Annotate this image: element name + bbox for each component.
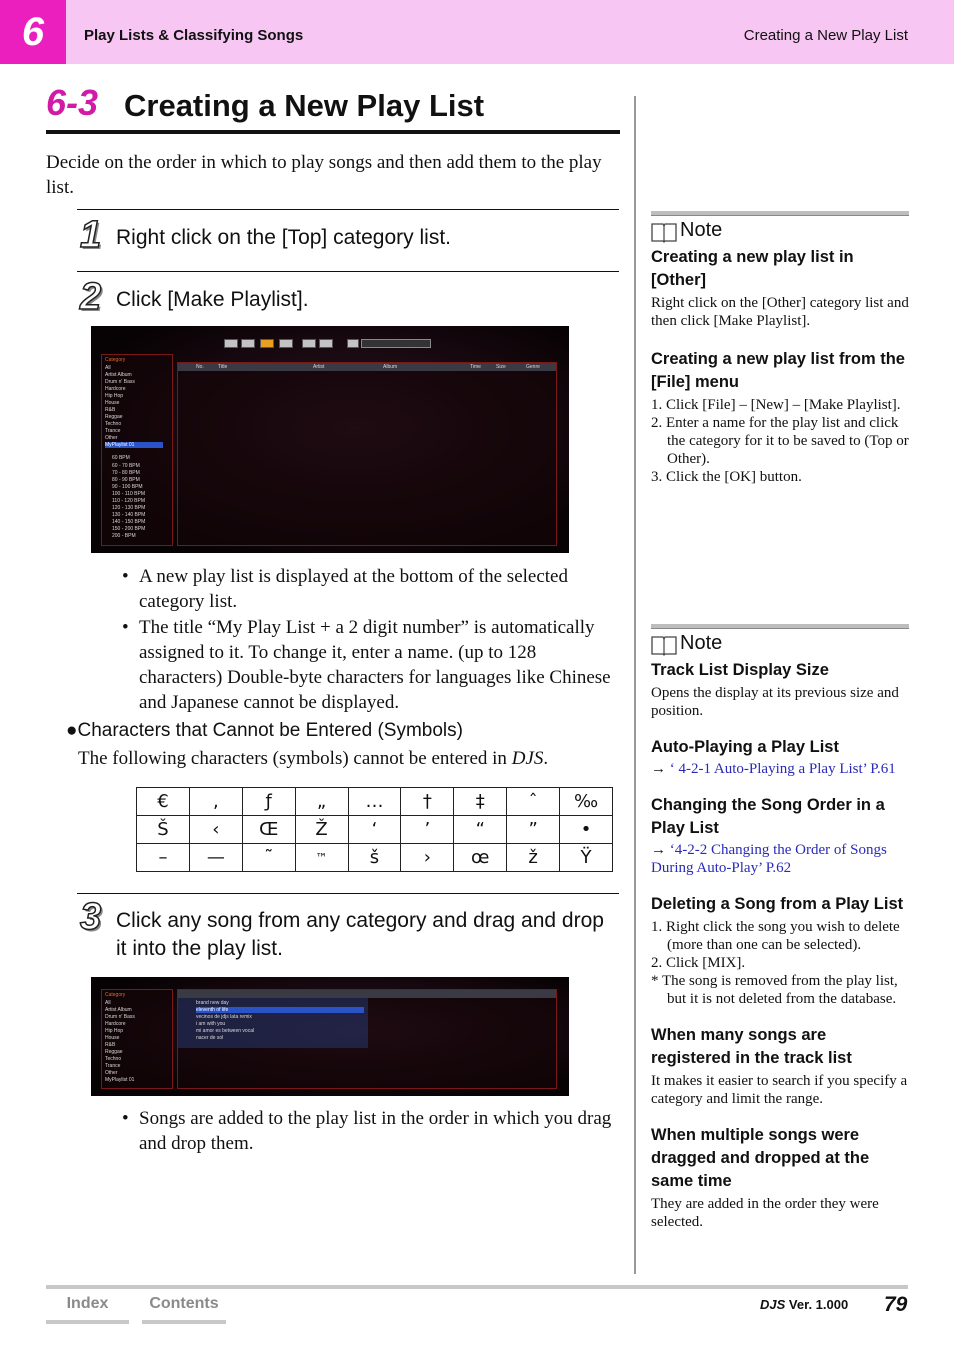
note-link[interactable]	[651, 841, 909, 877]
symbols-heading-text: Characters that Cannot be Entered (Symbols)	[77, 720, 463, 741]
symbol-cell: ƒ	[242, 788, 295, 816]
category-item: Other	[105, 435, 118, 441]
note-heading: Track List Display Size	[651, 661, 829, 679]
bpm-item: 90 - 100 BPM	[112, 484, 143, 490]
arrow-icon: →	[651, 842, 666, 858]
next-icon	[319, 339, 333, 348]
note-body: It makes it easier to search if you specify a category and limit the range.	[651, 1073, 908, 1107]
track-list-panel	[177, 989, 557, 1089]
category-item: MyPlaylist 01	[105, 1077, 135, 1083]
step-1-number: 1	[80, 214, 102, 256]
category-item-new-playlist: MyPlaylist 01	[105, 442, 163, 448]
category-item: Hip Hop	[105, 1028, 124, 1034]
category-panel	[101, 354, 173, 546]
category-item: R&B	[105, 1042, 116, 1048]
column-header: Artist	[313, 364, 325, 370]
category-item: Trance	[105, 428, 121, 434]
note-heading: When many songs are registered in the track list	[651, 1026, 852, 1067]
column-divider	[634, 96, 636, 1274]
note-heading: When multiple songs were dragged and dropped at the same time	[651, 1126, 870, 1190]
category-item: All	[105, 365, 111, 371]
version-number: Ver. 1.000	[788, 1297, 849, 1312]
symbol-cell: †	[401, 788, 454, 816]
bpm-item: 140 - 150 BPM	[112, 519, 146, 525]
chapter-number: 6	[0, 0, 66, 64]
table-row	[137, 816, 613, 844]
step-2-number: 2	[80, 276, 102, 318]
link-changing-order[interactable]: ‘4-2-2 Changing the Order of Songs During Auto-Play’ P.62	[651, 842, 887, 876]
symbols-table	[136, 787, 613, 872]
page-number: 79	[884, 1293, 908, 1316]
symbol-cell: •	[560, 816, 613, 844]
song-row: nacer de sol	[196, 1035, 224, 1041]
column-header: Album	[383, 364, 398, 370]
column-header: No.	[196, 364, 204, 370]
step-2-text: Click [Make Playlist].	[116, 288, 309, 311]
symbols-description	[78, 748, 548, 770]
category-item: Techno	[105, 421, 122, 427]
section-title: Creating a New Play List	[743, 27, 908, 44]
page-title	[46, 82, 620, 134]
table-row	[137, 844, 613, 872]
symbol-cell: –	[137, 844, 190, 872]
symbol-cell: ‰	[560, 788, 613, 816]
bullet-item: • The title “My Play List + a 2 digit number” is automatically assigned to it. To change it, enter a name. (up to 128 characters) Double-byte characters for languages like Chinese and Japanese cannot be displayed.	[122, 615, 616, 715]
note-heading: Changing the Song Order in a Play List	[651, 796, 885, 837]
category-item: Drum n' Bass	[105, 379, 135, 385]
prev-icon	[241, 339, 255, 348]
symbol-cell: ,	[189, 788, 242, 816]
symbols-description-end: .	[543, 748, 549, 769]
note-body: Opens the display at its previous size and position.	[651, 685, 899, 719]
column-header: Title	[218, 364, 228, 370]
index-link[interactable]: Index	[46, 1295, 129, 1324]
category-item: Artist Album	[105, 372, 132, 378]
symbol-cell: ‹	[189, 816, 242, 844]
bpm-item: 100 - 110 BPM	[112, 491, 145, 497]
note-heading: Creating a new play list from the [File] menu	[651, 350, 905, 391]
note-list	[651, 918, 909, 1008]
symbol-cell: ’	[401, 816, 454, 844]
screenshot-drag-songs	[91, 977, 569, 1096]
note-label: Note	[680, 219, 723, 241]
step-3-number: 3	[80, 896, 102, 938]
stop-icon	[260, 339, 274, 348]
song-row: i am with you	[196, 1021, 226, 1027]
category-item: Reggae	[105, 414, 123, 420]
symbol-cell: ˆ	[507, 788, 560, 816]
table-row	[137, 788, 613, 816]
song-row: eleventh of life	[196, 1007, 364, 1013]
book-icon	[651, 221, 677, 243]
step-divider	[77, 209, 619, 210]
list-item: 1. Click [File] – [New] – [Make Playlist].	[651, 397, 901, 413]
note-heading: Creating a new play list in [Other]	[651, 248, 854, 289]
play-pause-icon	[279, 339, 293, 348]
bullet-text: Songs are added to the play list in the order in which you drag and drop them.	[139, 1108, 612, 1154]
category-item: Hip Hop	[105, 393, 124, 399]
column-header: Size	[496, 364, 506, 370]
category-item: Drum n' Bass	[105, 1014, 135, 1020]
symbol-cell: ™	[295, 844, 348, 872]
bpm-item: 110 - 120 BPM	[112, 498, 145, 504]
category-item: House	[105, 1035, 120, 1041]
bullet-text: A new play list is displayed at the bottom of the selected category list.	[139, 566, 568, 612]
note-heading: Deleting a Song from a Play List	[651, 895, 904, 913]
app-name: DJS	[760, 1297, 786, 1312]
list-item: 2. Enter a name for the play list and click the category for it to be saved to (Top or Other).	[651, 415, 909, 467]
category-item: Artist Album	[105, 1007, 132, 1013]
symbol-cell: œ	[454, 844, 507, 872]
bpm-item: 60 - 70 BPM	[112, 463, 140, 469]
category-item: House	[105, 400, 120, 406]
symbol-cell: Œ	[242, 816, 295, 844]
intro-paragraph: Decide on the order in which to play songs and then add them to the play list.	[46, 152, 602, 198]
category-panel	[101, 989, 173, 1089]
note-list	[651, 396, 909, 486]
note-box-1	[651, 211, 909, 486]
column-header: Genre	[526, 364, 540, 370]
note-link[interactable]	[651, 760, 909, 778]
list-item: * The song is removed from the play list, but it is not deleted from the database.	[651, 973, 898, 1007]
symbol-cell: š	[348, 844, 401, 872]
bullet-text: The title “My Play List + a 2 digit number” is automatically assigned to it. To change it, enter a name. (up to 128 characters) Double-byte characters for languages like Chinese and Japanese cannot be displayed.	[139, 617, 611, 713]
list-item: 3. Click the [OK] button.	[651, 469, 802, 485]
category-header: Category	[105, 357, 126, 363]
symbols-description-text: The following characters (symbols) cannot be entered in	[78, 748, 512, 769]
bpm-item: 70 - 80 BPM	[112, 470, 140, 476]
symbol-cell: Š	[137, 816, 190, 844]
chapter-title: Play Lists & Classifying Songs	[84, 27, 304, 44]
step-divider	[77, 893, 619, 894]
note-box-2	[651, 624, 909, 1231]
arrow-icon: →	[651, 761, 666, 777]
category-item: Trance	[105, 1063, 121, 1069]
symbol-cell: …	[348, 788, 401, 816]
search-field	[361, 339, 431, 348]
step-divider	[77, 271, 619, 272]
list-item: 1. Right click the song you wish to delete (more than one can be selected).	[651, 919, 900, 953]
symbol-cell: €	[137, 788, 190, 816]
bpm-item: 200 - BPM	[112, 533, 136, 539]
track-list-panel	[177, 362, 557, 546]
song-row: mi amor es between vocal	[196, 1028, 255, 1034]
symbols-heading	[66, 720, 463, 742]
symbol-cell: ž	[507, 844, 560, 872]
bpm-item: 60 BPM	[112, 455, 130, 461]
bpm-item: 120 - 130 BPM	[112, 505, 146, 511]
symbol-cell: ‘	[348, 816, 401, 844]
symbol-cell: Ž	[295, 816, 348, 844]
category-item: Hardcore	[105, 1021, 126, 1027]
version-label	[760, 1297, 848, 1312]
column-header: Time	[470, 364, 481, 370]
bpm-item: 80 - 90 BPM	[112, 477, 140, 483]
link-auto-playing[interactable]: ‘ 4-2-1 Auto-Playing a Play List’ P.61	[669, 761, 896, 777]
app-name: DJS	[511, 748, 544, 769]
bullet-item: • Songs are added to the play list in the order in which you drag and drop them.	[122, 1106, 616, 1156]
step-3-text: Click any song from any category and drag and drop it into the play list.	[116, 909, 604, 960]
symbol-cell: ”	[507, 816, 560, 844]
category-header: Category	[105, 992, 126, 998]
category-item: Reggae	[105, 1049, 123, 1055]
bullet-dot: ●	[66, 720, 78, 741]
bullet-item: • A new play list is displayed at the bottom of the selected category list.	[122, 564, 616, 614]
note-heading: Auto-Playing a Play List	[651, 738, 839, 756]
symbol-cell: „	[295, 788, 348, 816]
category-item: R&B	[105, 407, 116, 413]
symbol-cell: ›	[401, 844, 454, 872]
symbol-cell: Ÿ	[560, 844, 613, 872]
symbol-cell: “	[454, 816, 507, 844]
contents-link[interactable]: Contents	[142, 1295, 226, 1324]
page-header	[0, 0, 954, 64]
forward-icon	[302, 339, 316, 348]
bpm-item: 150 - 200 BPM	[112, 526, 146, 532]
step-1-text: Right click on the [Top] category list.	[116, 226, 451, 249]
category-item: All	[105, 1000, 111, 1006]
screenshot-make-playlist	[91, 326, 569, 553]
footer-rule	[46, 1285, 908, 1289]
song-row: vecinos de jdjs lata remix	[196, 1014, 252, 1020]
song-row: brand new day	[196, 1000, 229, 1006]
title-number: 6-3	[46, 82, 99, 123]
category-item: Techno	[105, 1056, 122, 1062]
note-body: Right click on the [Other] category list and then click [Make Playlist].	[651, 295, 909, 329]
category-item: Other	[105, 1070, 118, 1076]
rewind-icon	[224, 339, 238, 348]
symbol-cell: ‡	[454, 788, 507, 816]
note-label: Note	[680, 632, 723, 654]
list-item: 2. Click [MIX].	[651, 955, 746, 971]
symbol-cell: —	[189, 844, 242, 872]
book-icon	[651, 634, 677, 656]
symbol-cell: ˜	[242, 844, 295, 872]
title-text: Creating a New Play List	[124, 88, 485, 123]
bpm-item: 130 - 140 BPM	[112, 512, 146, 518]
category-item: Hardcore	[105, 386, 126, 392]
note-body: They are added in the order they were selected.	[651, 1196, 879, 1230]
toggle-icon	[347, 339, 359, 348]
